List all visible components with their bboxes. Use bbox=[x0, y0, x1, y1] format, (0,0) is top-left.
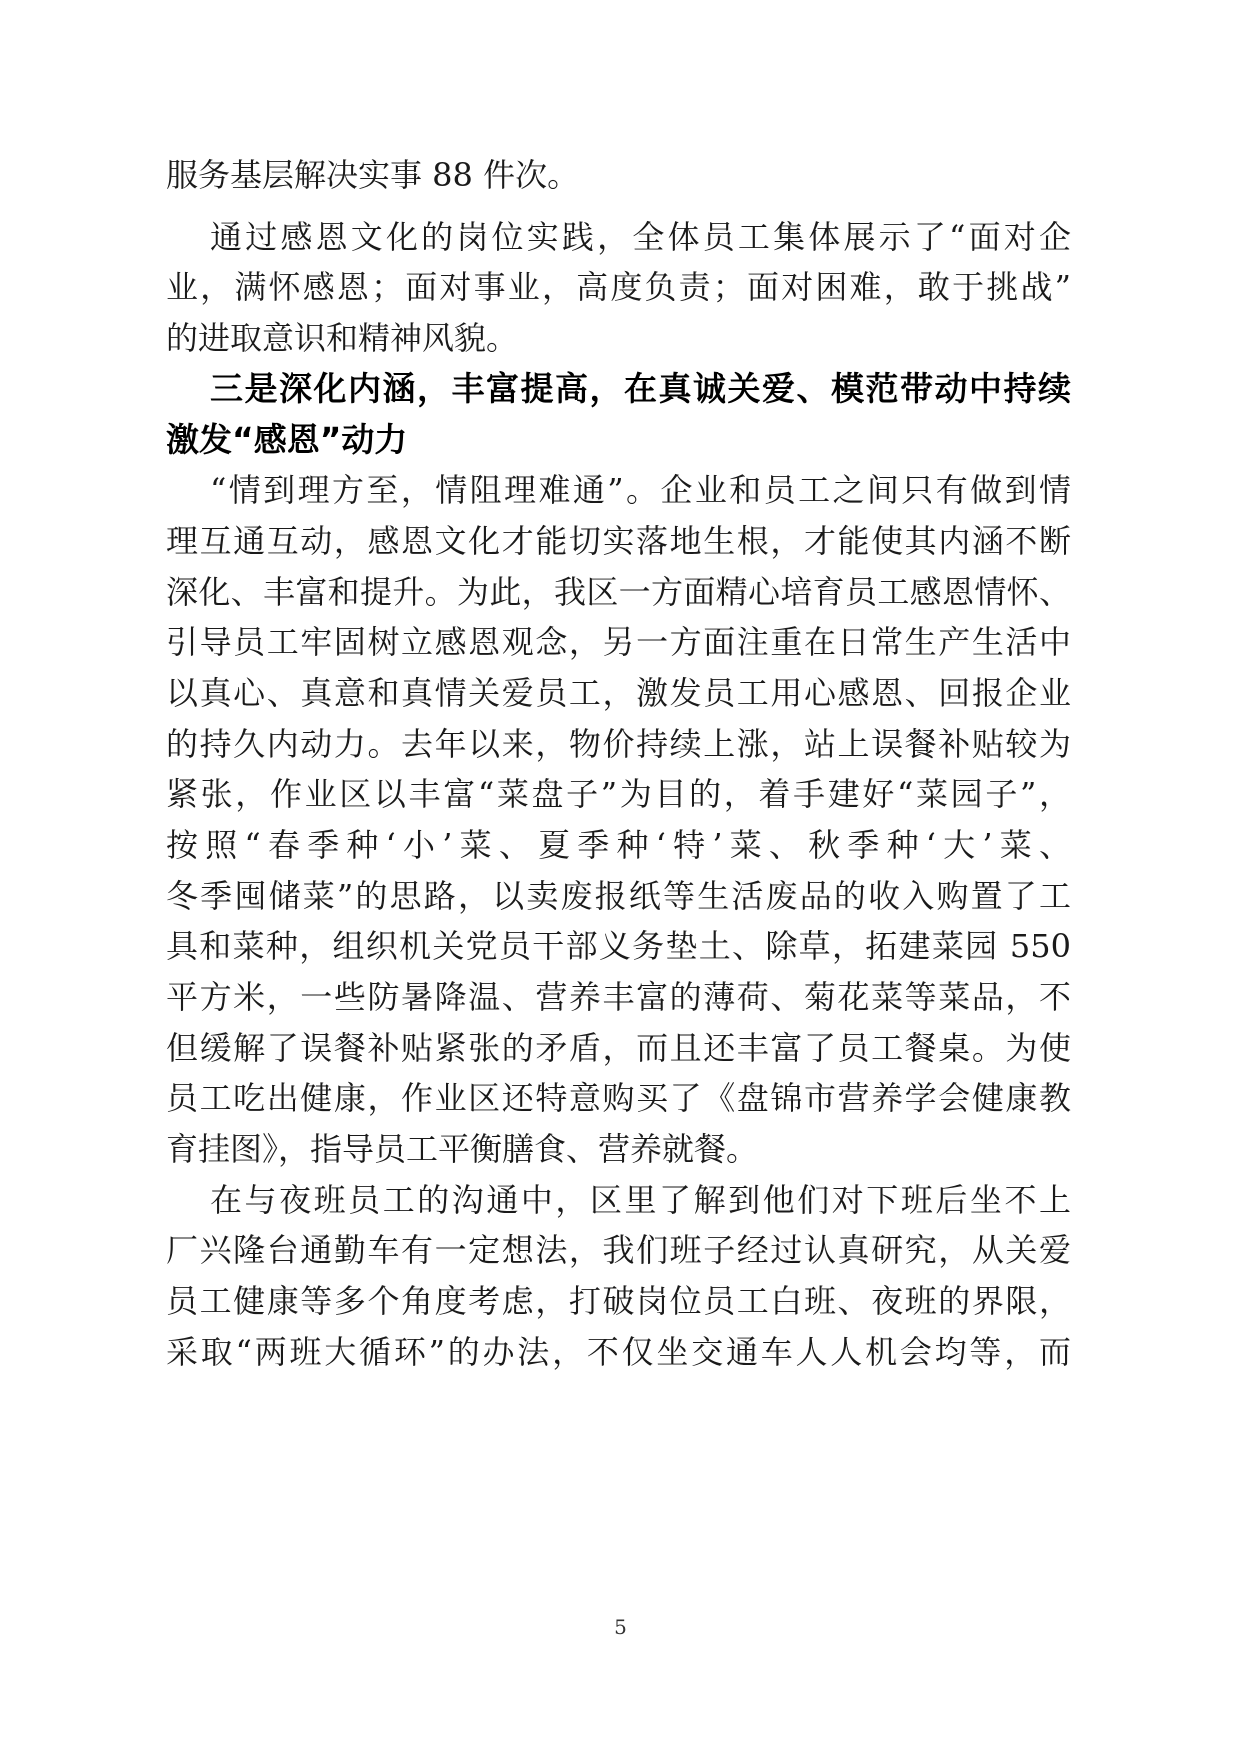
paragraph-line: 紧张，作业区以丰富“菜盘子”为目的，着手建好“菜园子”， bbox=[166, 775, 1071, 813]
paragraph-line: 深化、丰富和提升。为此，我区一方面精心培育员工感恩情怀、 bbox=[166, 573, 1071, 611]
paragraph-line: 的进取意识和精神风貌。 bbox=[166, 319, 519, 357]
paragraph-line: 理互通互动，感恩文化才能切实落地生根，才能使其内涵不断 bbox=[166, 522, 1071, 560]
paragraph-line: 员工吃出健康，作业区还特意购买了《盘锦市营养学会健康教 bbox=[166, 1079, 1071, 1117]
paragraph-line: 引导员工牢固树立感恩观念，另一方面注重在日常生产生活中 bbox=[166, 623, 1071, 661]
paragraph-line: 育挂图》，指导员工平衡膳食、营养就餐。 bbox=[166, 1130, 759, 1168]
paragraph-line: 服务基层解决实事 88 件次。 bbox=[166, 156, 580, 194]
paragraph-line: 业，满怀感恩；面对事业，高度负责；面对困难，敢于挑战” bbox=[166, 268, 1071, 306]
paragraph-line: 平方米，一些防暑降温、营养丰富的薄荷、菊花菜等菜品，不 bbox=[166, 978, 1071, 1016]
paragraph-line: 在与夜班员工的沟通中，区里了解到他们对下班后坐不上 bbox=[210, 1181, 1071, 1219]
paragraph-line: 具和菜种，组织机关党员干部义务垫土、除草，拓建菜园 550 bbox=[166, 927, 1071, 965]
paragraph-line: 以真心、真意和真情关爱员工，激发员工用心感恩、回报企业 bbox=[166, 674, 1071, 712]
section-heading: 三是深化内涵，丰富提高，在真诚关爱、模范带动中持续 bbox=[210, 369, 1071, 408]
paragraph-line: 的持久内动力。去年以来，物价持续上涨，站上误餐补贴较为 bbox=[166, 725, 1071, 763]
paragraph-line: 冬季囤储菜”的思路，以卖废报纸等生活废品的收入购置了工 bbox=[166, 877, 1071, 915]
paragraph-line: “情到理方至，情阻理难通”。企业和员工之间只有做到情 bbox=[210, 471, 1071, 509]
paragraph-line: 通过感恩文化的岗位实践，全体员工集体展示了“面对企 bbox=[210, 218, 1071, 256]
paragraph-line: 采取“两班大循环”的办法，不仅坐交通车人人机会均等，而 bbox=[166, 1333, 1071, 1371]
paragraph-line: 按照“春季种‘小’菜、夏季种‘特’菜、秋季种‘大’菜、 bbox=[166, 826, 1071, 864]
paragraph-line: 但缓解了误餐补贴紧张的矛盾，而且还丰富了员工餐桌。为使 bbox=[166, 1029, 1071, 1067]
section-heading: 激发“感恩”动力 bbox=[166, 420, 408, 459]
paragraph-line: 厂兴隆台通勤车有一定想法，我们班子经过认真研究，从关爱 bbox=[166, 1231, 1071, 1269]
page-number: 5 bbox=[614, 1615, 627, 1639]
paragraph-line: 员工健康等多个角度考虑，打破岗位员工白班、夜班的界限， bbox=[166, 1282, 1071, 1320]
